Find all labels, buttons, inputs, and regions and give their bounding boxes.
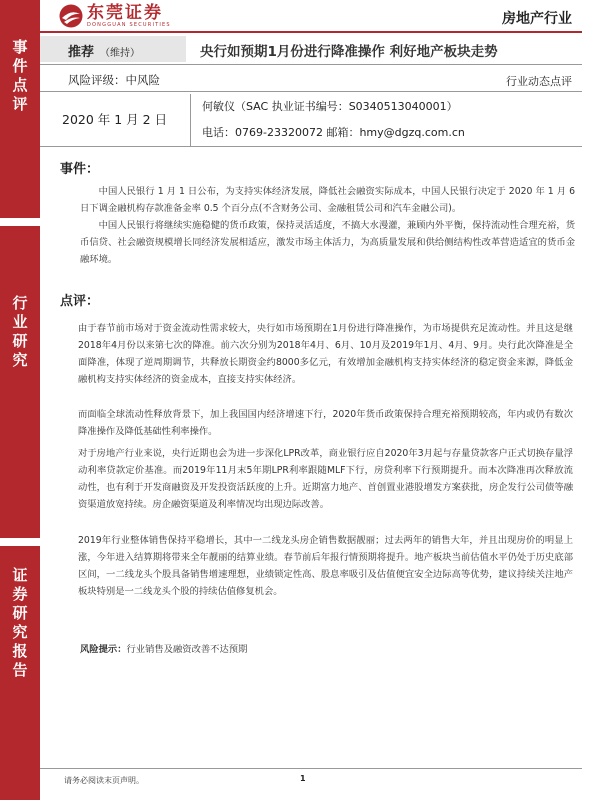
company-logo: [58, 3, 171, 29]
comment-paragraph-3: 对于房地产行业来说，央行近期也会为进一步深化LPR改革，商业银行应自2020年3月起与存量贷款客户正式切换存量浮动利率贷款定价基准。而2019年11月末5年期LPR利率跟随MLF下行，房贷利率下行预期提升。而本次降准再次释放流动性，也有利于开发商融资及开发投资活跃度的上升。近期富力地产、首创置业港股增发方案获批，房企发行公司债等融资渠道放宽持续。房企融资渠道及利率情况均出现边际改善。: [78, 448, 573, 510]
left-sidebar: [0, 0, 40, 800]
vertical-divider: [190, 94, 191, 146]
logo-text-en: DONGGUAN SECURITIES: [87, 21, 171, 28]
analyst-info: 何敏仪（SAC 执业证书编号：S0340513040001）: [202, 100, 458, 113]
analyst-contact: 电话：0769-23320072 邮箱：hmy@dgzq.com.cn: [202, 126, 465, 139]
sidebar-event-comment: 事 件 点 评: [0, 0, 40, 218]
comment-heading: 点评：: [60, 294, 100, 309]
report-title: 央行如预期1月份进行降准操作 利好地产板块走势: [200, 44, 498, 60]
risk-note-label: 风险提示：: [80, 644, 127, 655]
report-type: 行业动态点评: [506, 75, 572, 88]
comment-paragraph-1: 由于春节前市场对于资金流动性需求较大，央行如市场预期在1月份进行降准操作，为市场提供充足流动性。并且这是继2018年4月份以来第七次的降准。前六次分别为2018年4月、6月、10月及2019年1月、4月、9月。央行此次降准是全面降准，体现了逆周期调节，共释放长期资金约8000多亿元，有效增加金融机构支持实体经济的稳定资金来源，降低金融机构支持实体经济的资金成本，直接支持实体经济。: [78, 323, 573, 385]
divider: [40, 146, 582, 147]
risk-level: 风险评级：中风险: [68, 73, 160, 87]
divider: [40, 64, 582, 65]
industry-label: 房地产行业: [502, 11, 572, 27]
rating-sub: （维持）: [100, 48, 141, 59]
event-paragraph-2: 中国人民银行将继续实施稳健的货币政策，保持灵活适度，不搞大水漫灌，兼顾内外平衡，保持流动性合理充裕，货币信贷、社会融资规模增长同经济发展相适应，激发市场主体活力，为高质量发展和供给侧结构性改革营造适宜的货币金融环境。: [80, 220, 575, 265]
logo-text-cn: 东莞证券: [87, 2, 163, 23]
risk-note-text: 行业销售及融资改善不达预期: [126, 644, 248, 655]
rating-label: 推荐: [68, 45, 95, 60]
comment-paragraph-4: 2019年行业整体销售保持平稳增长，其中一二线龙头房企销售数据靓丽；过去两年的销售大年，并且出现房价的明显上涨，今年进入结算期将带来全年靓丽的结算业绩。春节前后年报行情预期将提升。地产板块当前估值水平仍处于历史底部区间，一二线龙头个股具备销售增速理想，业绩锁定性高、股息率吸引及估值便宜安全边际高等优势，建议持续关注地产板块特别是一二线龙头个股的持续估值修复机会。: [78, 535, 573, 597]
risk-note: [80, 643, 247, 657]
sidebar-securities-report: 证 券 研 究 报 告: [0, 546, 40, 800]
footer-divider: [40, 768, 582, 769]
sidebar-industry-research: 行 业 研 究: [0, 226, 40, 538]
header-divider: [40, 31, 582, 33]
event-heading: 事件：: [60, 162, 100, 177]
comment-paragraph-2: 而面临全球流动性释放背景下，加上我国国内经济增速下行，2020年货币政策保持合理充裕预期较高，年内或仍有数次降准操作及降低基础性利率操作。: [78, 409, 573, 437]
page-number: 1: [300, 774, 306, 783]
footer-disclaimer: 请务必阅读末页声明。: [64, 776, 144, 785]
divider: [40, 91, 582, 92]
report-date: 2020 年 1 月 2 日: [62, 112, 168, 127]
logo-icon: [58, 3, 84, 29]
rating: [68, 41, 140, 60]
event-paragraph-1: 中国人民银行 1 月 1 日公布，为支持实体经济发展，降低社会融资实际成本，中国人民银行决定于 2020 年 1 月 6 日下调金融机构存款准备金率 0.5 个百分点(不含财务公司、金融租赁公司和汽车金融公司)。: [80, 186, 575, 214]
